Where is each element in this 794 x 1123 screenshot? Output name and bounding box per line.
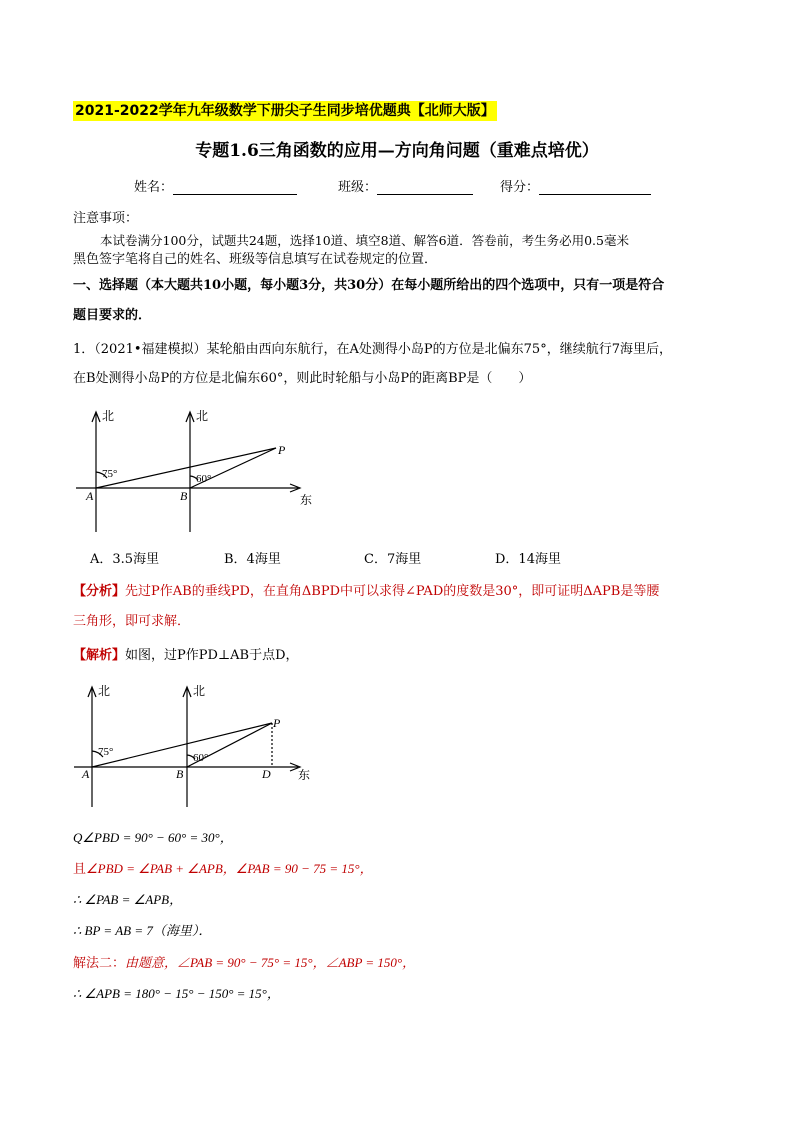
north-label-b: 北 (196, 409, 209, 423)
notice-line-1: 本试卷满分100分，试题共24题，选择10道、填空8道、解答6道．答卷前，考生务必用0.5毫米 (100, 233, 629, 248)
solution-step-2 (73, 859, 373, 879)
option-a: A．3.5海里 (90, 552, 160, 567)
line-ap-2 (92, 723, 272, 767)
score-blank (539, 180, 651, 195)
solution-step-4: ∴ BP = AB = 7（海里）． (73, 923, 212, 938)
option-b: B．4海里 (224, 552, 281, 567)
point-a-label: A (86, 489, 94, 503)
figure-1-diagram (70, 402, 330, 537)
score-field (500, 176, 651, 195)
point-p-label: P (278, 443, 286, 457)
score-label: 得分： (500, 180, 540, 195)
solution-intro (73, 646, 299, 666)
class-field (338, 176, 473, 195)
angle-b-label: 60° (196, 473, 212, 485)
solution-tag: 【解析】 (73, 648, 126, 663)
question-1-line-1: 1．（2021•福建模拟）某轮船由西向东航行，在A处测得小岛P的方位是北偏东75°，继续航行7海里后， (73, 342, 672, 357)
analysis-line-1 (73, 582, 659, 602)
east-label-2: 东 (298, 768, 311, 782)
point-p-label-2: P (273, 716, 281, 730)
point-b-label-2: B (176, 767, 184, 781)
angle-a-label-2: 75° (98, 746, 114, 758)
page-title: 专题1.6三角函数的应用—方向角问题（重难点培优） (195, 141, 599, 161)
class-blank (377, 180, 473, 195)
north-label-b-2: 北 (193, 684, 206, 698)
section-heading-line-2: 题目要求的． (73, 308, 152, 323)
analysis-tag: 【分析】 (73, 584, 126, 599)
figure-2-diagram (70, 677, 330, 812)
point-a-label-2: A (82, 767, 90, 781)
north-label-a-2: 北 (98, 684, 111, 698)
east-label: 东 (300, 493, 313, 507)
solution-step-2-text: ∠PBD = ∠PAB + ∠APB，∠PAB = 90 − 75 = 15°， (86, 861, 373, 876)
notice-heading: 注意事项： (73, 211, 139, 226)
solution-alt-prefix: 解法二： (73, 956, 126, 971)
series-banner: 2021-2022学年九年级数学下册尖子生同步培优题典【北师大版】 (75, 103, 495, 119)
section-heading-line-1: 一、选择题（本大题共10小题，每小题3分，共30分）在每小题所给出的四个选项中，只有一项是符合 (73, 278, 665, 293)
solution-alt (73, 953, 415, 974)
solution-step-1: Q∠PBD = 90° − 60° = 30°， (73, 830, 233, 845)
option-c: C．7海里 (364, 552, 422, 567)
solution-intro-text: 如图，过P作PD⊥AB于点D， (125, 648, 299, 663)
point-d-label-2: D (262, 767, 271, 781)
line-ap (96, 448, 276, 488)
name-blank (173, 180, 297, 195)
name-label: 姓名： (134, 180, 174, 195)
class-label: 班级： (338, 180, 378, 195)
solution-alt-text: 由题意，∠PAB = 90° − 75° = 15°，∠ABP = 150°， (125, 955, 416, 970)
question-1-line-2: 在B处测得小岛P的方位是北偏东60°，则此时轮船与小岛P的距离BP是（ ） (73, 371, 532, 386)
option-d: D．14海里 (495, 552, 561, 567)
notice-line-2: 黑色签字笔将自己的姓名、班级等信息填写在试卷规定的位置． (73, 252, 438, 267)
analysis-text-1: 先过P作AB的垂线PD，在直角ΔBPD中可以求得∠PAD的度数是30°，即可证明ΔAPB是等腰 (125, 584, 660, 599)
point-b-label: B (180, 489, 188, 503)
solution-step-2-prefix: 且 (73, 861, 87, 876)
angle-b-label-2: 60° (193, 752, 209, 764)
solution-step-3: ∴ ∠PAB = ∠APB， (73, 892, 183, 907)
north-label-a: 北 (102, 409, 115, 423)
solution-step-5: ∴ ∠APB = 180° − 15° − 150° = 15°， (73, 986, 280, 1001)
name-field (134, 176, 297, 195)
analysis-line-2: 三角形，即可求解． (73, 614, 191, 629)
angle-a-label: 75° (102, 468, 118, 480)
